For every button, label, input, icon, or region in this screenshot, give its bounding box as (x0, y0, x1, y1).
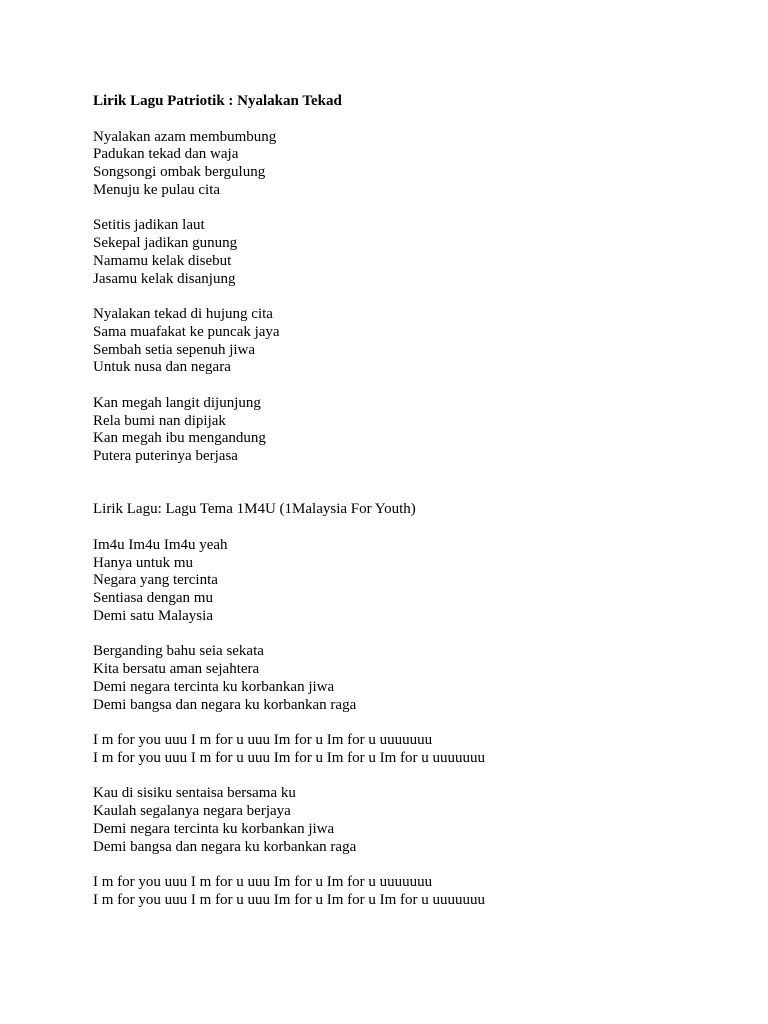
lyric-line: Menuju ke pulau cita (93, 181, 221, 198)
lyric-line: Kan megah ibu mengandung (93, 430, 266, 447)
lyric-line: Nyalakan tekad di hujung cita (93, 306, 273, 322)
song1-stanza-4 (93, 395, 713, 466)
song1-stanza-3 (93, 306, 713, 377)
lyric-line: Putera puterinya berjasa (93, 448, 238, 464)
lyric-line: I m for you uuu I m for u uuu Im for u Im for u Im for u uuuuuuu (93, 891, 486, 908)
song2-stanza-2 (93, 643, 713, 714)
lyric-line: Songsongi ombak bergulung (93, 164, 266, 180)
lyric-line: Jasamu kelak disanjung (93, 270, 236, 287)
song2-stanza-5 (93, 874, 713, 910)
lyric-line: Hanya untuk mu (93, 554, 193, 571)
lyric-line: Sekepal jadikan gunung (93, 235, 238, 251)
lyric-line: I m for you uuu I m for u uuu Im for u Im for u uuuuuuu (93, 732, 433, 748)
lyric-line: Padukan tekad dan waja (93, 146, 239, 163)
lyric-line: Sentiasa dengan mu (93, 590, 213, 606)
lyric-line: Sama muafakat ke puncak jaya (93, 323, 280, 340)
lyric-line: Negara yang tercinta (93, 572, 218, 589)
lyric-line: Demi negara tercinta ku korbankan jiwa (93, 820, 335, 837)
lyric-line: Kau di sisiku sentaisa bersama ku (93, 785, 296, 802)
song1-title: Lirik Lagu Patriotik : Nyalakan Tekad (93, 93, 342, 109)
lyric-line: Kita bersatu aman sejahtera (93, 661, 260, 677)
document-content (93, 93, 713, 927)
lyric-line: Kan megah langit dijunjung (93, 394, 261, 411)
lyric-line: Im4u Im4u Im4u yeah (93, 536, 228, 553)
lyric-line: Rela bumi nan dipijak (93, 412, 226, 429)
lyric-line: I m for you uuu I m for u uuu Im for u Im for u uuuuuuu (93, 874, 433, 890)
song1-stanza-2 (93, 217, 713, 288)
song2-title: Lirik Lagu: Lagu Tema 1M4U (1Malaysia For Youth) (93, 501, 416, 518)
lyric-line: Demi bangsa dan negara ku korbankan raga (93, 696, 357, 713)
lyric-line: Demi negara tercinta ku korbankan jiwa (93, 678, 335, 695)
song2-stanza-4 (93, 785, 713, 856)
lyric-line: Berganding bahu seia sekata (93, 643, 264, 660)
song2-stanza-1 (93, 537, 713, 626)
lyric-line: Nyalakan azam membumbung (93, 128, 277, 145)
lyric-line: Setitis jadikan laut (93, 217, 205, 234)
lyric-line: Kaulah segalanya negara berjaya (93, 803, 291, 819)
lyric-line: Namamu kelak disebut (93, 252, 232, 269)
lyric-line: Untuk nusa dan negara (93, 359, 231, 376)
lyric-line: I m for you uuu I m for u uuu Im for u Im for u Im for u uuuuuuu (93, 749, 486, 766)
lyric-line: Demi satu Malaysia (93, 607, 213, 624)
song1-stanza-1 (93, 129, 713, 200)
section-spacer (93, 484, 713, 502)
lyric-line: Sembah setia sepenuh jiwa (93, 341, 256, 358)
song2-stanza-3 (93, 732, 713, 768)
lyric-line: Demi bangsa dan negara ku korbankan raga (93, 838, 357, 855)
